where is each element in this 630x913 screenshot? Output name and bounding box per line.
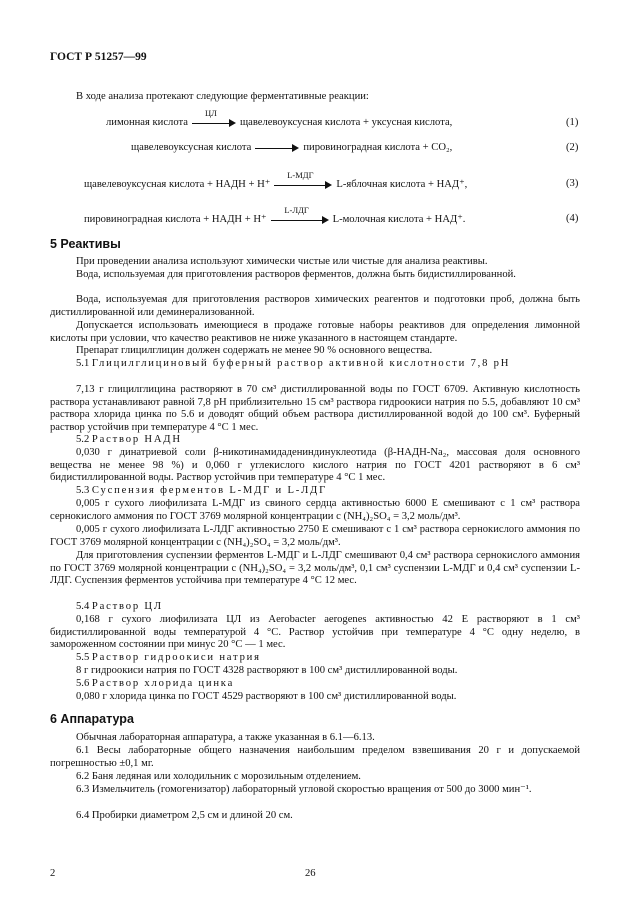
subsection-5-5-heading [50, 652, 580, 665]
subsection-number: 5.1 [76, 358, 90, 369]
paragraph: Для приготовления суспензии ферментов L-МДГ и L-ЛДГ смешивают 0,4 см³ раствора сернокислого аммония по ГОСТ 3769 молярной концентрации с (NH₄)₂SO₄ = 3,2 моль/дм³, 0,1 см³ суспензии L-МДГ и 0,4 см³ суспензии L-ЛДГ. Суспензия ферментов устойчива при температуре 4 °С 12 мес. [50, 550, 580, 587]
subsection-title: Раствор хлорида цинка [91, 678, 235, 689]
reaction-number: (1) [566, 117, 579, 128]
arrow-icon [271, 204, 329, 225]
paragraph: Обычная лабораторная аппаратура, а также указанная в 6.1—6.13. [76, 732, 375, 743]
paragraph: 8 г гидроокиси натрия по ГОСТ 4328 растворяют в 100 см³ дистиллированной воды. [76, 665, 458, 676]
reaction-3 [84, 169, 468, 190]
enzyme-label: L-ЛДГ [284, 204, 309, 215]
subsection-title: Суспензия ферментов L-МДГ и L-ЛДГ [91, 485, 328, 496]
reaction-right: L-яблочная кислота + НАД⁺, [336, 179, 468, 190]
paragraph: Вода, используемая для приготовления растворов ферментов, должна быть бидистиллированной. [76, 269, 516, 280]
reaction-left: пировиноградная кислота + НАДН + Н⁺ [84, 214, 267, 225]
document-header: ГОСТ Р 51257—99 [50, 51, 147, 63]
subsection-number: 5.6 [76, 678, 90, 689]
reaction-left: щавелевоуксусная кислота + НАДН + Н⁺ [84, 179, 271, 190]
paragraph: 0,168 г сухого лиофилизата ЦЛ из Aerobacter aerogenes активностью 42 Е растворяют в 1 см³ бидистиллированной воды температурой 4 °С. Раствор устойчив при температуре 4 °С одну неделю, в замороженном состоянии при минус 20 °С — 1 мес. [50, 614, 580, 651]
reaction-right: пировиноградная кислота + CO₂, [303, 142, 453, 153]
subsection-5-2-heading [50, 434, 580, 447]
reaction-4 [84, 204, 466, 225]
subsection-title: Раствор НАДН [91, 434, 182, 445]
arrow-icon [192, 107, 236, 128]
reaction-left: лимонная кислота [106, 117, 188, 128]
intro-text: В ходе анализа протекают следующие ферментативные реакции: [76, 91, 369, 102]
reaction-left: щавелевоуксусная кислота [131, 142, 252, 153]
subsection-number: 5.2 [76, 434, 90, 445]
subsection-number: 5.3 [76, 485, 90, 496]
subsection-5-3-heading [50, 485, 580, 498]
paragraph: 0,080 г хлорида цинка по ГОСТ 4529 растворяют в 100 см³ дистиллированной воды. [76, 691, 457, 702]
subsection-number: 5.5 [76, 652, 90, 663]
arrow-icon [274, 169, 332, 190]
paragraph: 6.4 Пробирки диаметром 2,5 см и длиной 20 см. [76, 810, 293, 821]
paragraph: Препарат глицилглицин должен содержать не менее 90 % основного вещества. [76, 345, 433, 356]
paragraph: 0,030 г динатриевой соли β-никотинамидадениндинуклеотида (β-НАДН-Na₂, массовая доля основного вещества не менее 98 %) и 0,060 г углекислого кислого натрия по ГОСТ 4201 растворяют в 6 см³ бидистиллированной воды. Раствор устойчив при температуре 4 °С 1 мес. [50, 447, 580, 484]
subsection-number: 5.4 [76, 601, 90, 612]
arrow-icon [255, 143, 299, 153]
reaction-2 [131, 142, 452, 153]
paragraph: 6.2 Баня ледяная или холодильник с морозильным отделением. [76, 771, 361, 782]
section-6-title: 6 Аппаратура [50, 712, 134, 726]
paragraph: При проведении анализа используют химически чистые или чистые для анализа реактивы. [76, 256, 488, 267]
reaction-1 [106, 107, 453, 128]
subsection-title: Раствор гидроокиси натрия [91, 652, 261, 663]
paragraph: 0,005 г сухого лиофилизата L-МДГ из свиного сердца активностью 6000 Е смешивают с 1 см³ раствора сернокислого аммония по ГОСТ 3769 молярной концентрации с (NH₄)₂SO₄ = 3,2 моль/дм³. [50, 498, 580, 522]
reaction-right: L-молочная кислота + НАД⁺. [332, 214, 466, 225]
paragraph: Вода, используемая для приготовления растворов химических реагентов и подготовки проб, должна быть дистиллированной или деминерализованной. [50, 294, 580, 318]
paragraph: 0,005 г сухого лиофилизата L-ЛДГ активностью 2750 Е смешивают с 1 см³ раствора сернокислого аммония по ГОСТ 3769 молярной концентрации с (NH₄)₂SO₄ = 3,2 моль/дм³. [50, 524, 580, 548]
subsection-5-1-heading [50, 358, 580, 371]
subsection-title: Раствор ЦЛ [91, 601, 163, 612]
paragraph: 6.3 Измельчитель (гомогенизатор) лабораторный угловой скоростью вращения от 500 до 3000 мин⁻¹. [76, 784, 532, 795]
subsection-5-4-heading [50, 601, 580, 614]
paragraph: Допускается использовать имеющиеся в продаже готовые наборы реактивов для определения лимонной кислоты при условии, что качество реактивов не ниже указанного в настоящем стандарте. [50, 320, 580, 344]
reaction-number: (4) [566, 213, 579, 224]
subsection-5-6-heading [50, 678, 580, 691]
enzyme-label: L-МДГ [287, 169, 314, 180]
section-5-title: 5 Реактивы [50, 237, 121, 251]
page-number-local: 2 [50, 868, 56, 879]
reaction-number: (2) [566, 142, 579, 153]
enzyme-label: ЦЛ [205, 107, 217, 118]
subsection-title: Глицилглициновый буферный раствор активной кислотности 7,8 pH [91, 358, 511, 369]
paragraph: 6.1 Весы лабораторные общего назначения наибольшим пределом взвешивания 20 г и допускаемой погрешностью ±0,1 мг. [50, 745, 580, 769]
paragraph: 7,13 г глицилглицина растворяют в 70 см³ дистиллированной воды по ГОСТ 6709. Активную кислотность раствора устанавливают равной 7,8 pH приблизительно 15 см³ раствора гидроокиси натрия по 5.5, добавляют 10 см³ раствора хлорида цинка по 5.6 и доводят общий объем раствора дистиллированной водой до 100 см³. Буферный раствор устойчив при температуре 4 °С 1 мес. [50, 384, 580, 433]
page-number-global: 26 [305, 868, 316, 879]
reaction-right: щавелевоуксусная кислота + уксусная кислота, [239, 117, 453, 128]
reaction-number: (3) [566, 178, 579, 189]
